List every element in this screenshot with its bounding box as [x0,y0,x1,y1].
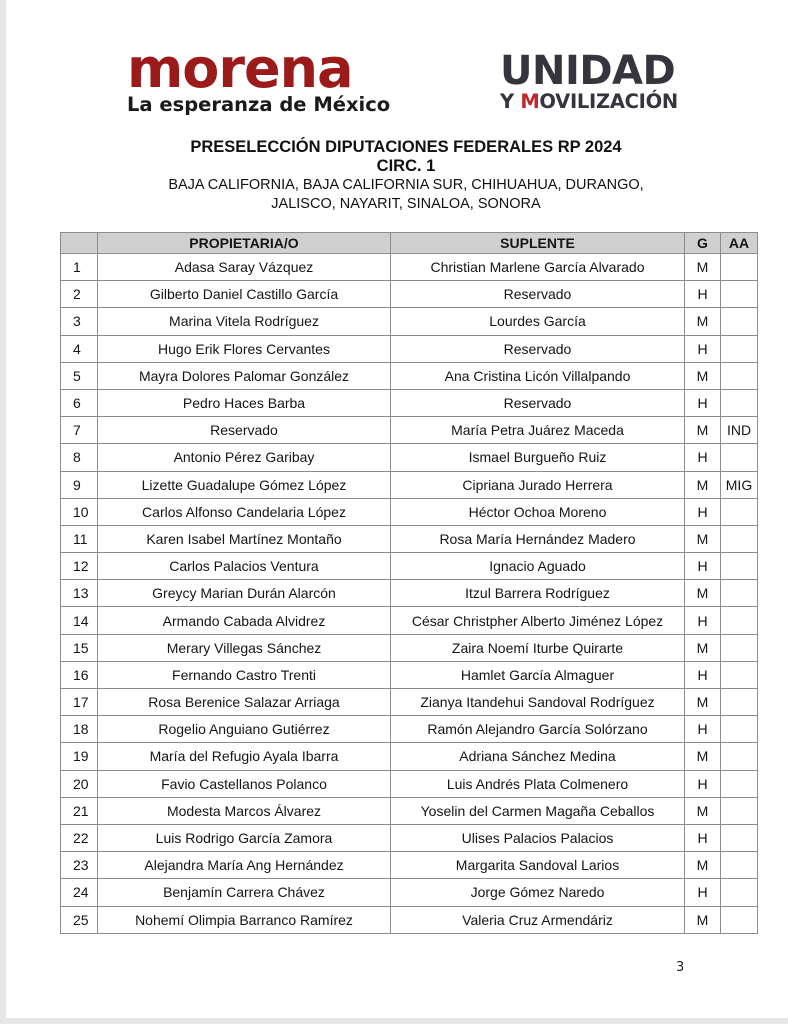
aa-cell [721,689,758,716]
table-row [61,689,758,716]
propietario-cell: Carlos Palacios Ventura [98,553,391,580]
propietario-cell: Benjamín Carrera Chávez [98,879,391,906]
circumscription: CIRC. 1 [376,157,436,175]
gender-cell: M [685,906,721,933]
gender-cell: M [685,580,721,607]
table-row [61,389,758,416]
row-number: 17 [61,689,98,716]
row-number: 25 [61,906,98,933]
row-number: 21 [61,797,98,824]
aa-cell [721,525,758,552]
propietario-cell: Fernando Castro Trenti [98,661,391,688]
suplente-cell: Zianya Itandehui Sandoval Rodríguez [391,689,685,716]
gender-cell: M [685,417,721,444]
suplente-cell: Ignacio Aguado [391,553,685,580]
table-row [61,797,758,824]
propietario-cell: Mayra Dolores Palomar González [98,362,391,389]
aa-cell [721,879,758,906]
suplente-cell: Christian Marlene García Alvarado [391,254,685,281]
gender-cell: M [685,471,721,498]
gender-cell: M [685,254,721,281]
aa-cell [721,444,758,471]
propietario-cell: Reservado [98,417,391,444]
aa-cell [721,254,758,281]
propietario-cell: Merary Villegas Sánchez [98,634,391,661]
gender-cell: M [685,308,721,335]
header-number [61,233,98,254]
aa-cell [721,553,758,580]
document-header [6,137,788,214]
propietario-cell: Antonio Pérez Garibay [98,444,391,471]
table-header-row [61,233,758,254]
propietario-cell: Marina Vitela Rodríguez [98,308,391,335]
table-body [61,254,758,934]
aa-cell [721,281,758,308]
aa-cell [721,824,758,851]
row-number: 8 [61,444,98,471]
header-gender: G [685,233,721,254]
propietario-cell: Pedro Haces Barba [98,389,391,416]
gender-cell: H [685,444,721,471]
aa-cell [721,308,758,335]
suplente-cell: Ismael Burgueño Ruiz [391,444,685,471]
row-number: 19 [61,743,98,770]
table-row [61,553,758,580]
aa-cell [721,498,758,525]
suplente-cell: Adriana Sánchez Medina [391,743,685,770]
row-number: 15 [61,634,98,661]
row-number: 22 [61,824,98,851]
suplente-cell: Itzul Barrera Rodríguez [391,580,685,607]
unidad-logo-accent-m: M [520,90,540,113]
suplente-cell: Hamlet García Almaguer [391,661,685,688]
document-title: PRESELECCIÓN DIPUTACIONES FEDERALES RP 2024 [190,138,622,156]
row-number: 14 [61,607,98,634]
aa-cell [721,580,758,607]
suplente-cell: Ulises Palacios Palacios [391,824,685,851]
gender-cell: H [685,824,721,851]
gender-cell: H [685,335,721,362]
row-number: 12 [61,553,98,580]
table-row [61,770,758,797]
propietario-cell: Rogelio Anguiano Gutiérrez [98,716,391,743]
aa-cell [721,716,758,743]
aa-cell: IND [721,417,758,444]
aa-cell [721,852,758,879]
row-number: 5 [61,362,98,389]
aa-cell [721,906,758,933]
propietario-cell: Adasa Saray Vázquez [98,254,391,281]
table-row [61,634,758,661]
aa-cell [721,743,758,770]
aa-cell [721,362,758,389]
unidad-logo-line1: UNIDAD [500,48,676,94]
gender-cell: H [685,716,721,743]
aa-cell: MIG [721,471,758,498]
gender-cell: M [685,362,721,389]
propietario-cell: Nohemí Olimpia Barranco Ramírez [98,906,391,933]
unidad-logo-rest: OVILIZACIÓN [539,90,678,113]
suplente-cell: María Petra Juárez Maceda [391,417,685,444]
table-row [61,607,758,634]
aa-cell [721,389,758,416]
row-number: 20 [61,770,98,797]
states-line-2: JALISCO, NAYARIT, SINALOA, SONORA [271,196,541,212]
aa-cell [721,661,758,688]
table-row [61,906,758,933]
table-row [61,444,758,471]
table-row [61,661,758,688]
gender-cell: H [685,281,721,308]
morena-logo-tagline: La esperanza de México [127,93,391,116]
gender-cell: M [685,634,721,661]
table-row [61,417,758,444]
row-number: 3 [61,308,98,335]
header-propietario: PROPIETARIA/O [98,233,391,254]
propietario-cell: Armando Cabada Alvidrez [98,607,391,634]
propietario-cell: Carlos Alfonso Candelaria López [98,498,391,525]
gender-cell: H [685,498,721,525]
suplente-cell: Valeria Cruz Armendáriz [391,906,685,933]
suplente-cell: Margarita Sandoval Larios [391,852,685,879]
row-number: 2 [61,281,98,308]
suplente-cell: Reservado [391,281,685,308]
gender-cell: M [685,689,721,716]
unidad-logo-line2 [500,90,678,114]
gender-cell: M [685,525,721,552]
propietario-cell: María del Refugio Ayala Ibarra [98,743,391,770]
row-number: 16 [61,661,98,688]
states-line-1: BAJA CALIFORNIA, BAJA CALIFORNIA SUR, CHIHUAHUA, DURANGO, [168,177,644,193]
gender-cell: H [685,879,721,906]
table-row [61,716,758,743]
suplente-cell: Luis Andrés Plata Colmenero [391,770,685,797]
suplente-cell: César Christpher Alberto Jiménez López [391,607,685,634]
row-number: 13 [61,580,98,607]
morena-logo-word: morena [127,37,353,100]
aa-cell [721,634,758,661]
table-row [61,308,758,335]
gender-cell: M [685,852,721,879]
row-number: 7 [61,417,98,444]
table-row [61,471,758,498]
suplente-cell: Yoselin del Carmen Magaña Ceballos [391,797,685,824]
table-row [61,824,758,851]
row-number: 23 [61,852,98,879]
row-number: 24 [61,879,98,906]
table-row [61,335,758,362]
table-row [61,879,758,906]
suplente-cell: Cipriana Jurado Herrera [391,471,685,498]
table-row [61,362,758,389]
morena-logo [127,37,391,116]
aa-cell [721,770,758,797]
propietario-cell: Favio Castellanos Polanco [98,770,391,797]
gender-cell: H [685,661,721,688]
table-row [61,525,758,552]
suplente-cell: Zaira Noemí Iturbe Quirarte [391,634,685,661]
aa-cell [721,607,758,634]
gender-cell: H [685,607,721,634]
suplente-cell: Lourdes García [391,308,685,335]
suplente-cell: Reservado [391,389,685,416]
gender-cell: H [685,553,721,580]
table-row [61,498,758,525]
row-number: 18 [61,716,98,743]
suplente-cell: Reservado [391,335,685,362]
aa-cell [721,335,758,362]
suplente-cell: Héctor Ochoa Moreno [391,498,685,525]
propietario-cell: Hugo Erik Flores Cervantes [98,335,391,362]
propietario-cell: Luis Rodrigo García Zamora [98,824,391,851]
table-row [61,281,758,308]
row-number: 9 [61,471,98,498]
row-number: 10 [61,498,98,525]
propietario-cell: Alejandra María Ang Hernández [98,852,391,879]
gender-cell: M [685,797,721,824]
unidad-movilizacion-logo [500,48,678,114]
header-suplente: SUPLENTE [391,233,685,254]
row-number: 11 [61,525,98,552]
table-row [61,852,758,879]
table-row [61,580,758,607]
propietario-cell: Lizette Guadalupe Gómez López [98,471,391,498]
candidates-table [60,232,758,934]
unidad-logo-prefix: Y [500,90,521,113]
propietario-cell: Gilberto Daniel Castillo García [98,281,391,308]
suplente-cell: Ana Cristina Licón Villalpando [391,362,685,389]
suplente-cell: Jorge Gómez Naredo [391,879,685,906]
header-aa: AA [721,233,758,254]
table-row [61,254,758,281]
page-number: 3 [676,960,685,975]
gender-cell: H [685,770,721,797]
row-number: 1 [61,254,98,281]
row-number: 4 [61,335,98,362]
aa-cell [721,797,758,824]
propietario-cell: Modesta Marcos Álvarez [98,797,391,824]
table-row [61,743,758,770]
propietario-cell: Greycy Marian Durán Alarcón [98,580,391,607]
suplente-cell: Rosa María Hernández Madero [391,525,685,552]
propietario-cell: Rosa Berenice Salazar Arriaga [98,689,391,716]
propietario-cell: Karen Isabel Martínez Montaño [98,525,391,552]
gender-cell: H [685,389,721,416]
gender-cell: M [685,743,721,770]
row-number: 6 [61,389,98,416]
suplente-cell: Ramón Alejandro García Solórzano [391,716,685,743]
